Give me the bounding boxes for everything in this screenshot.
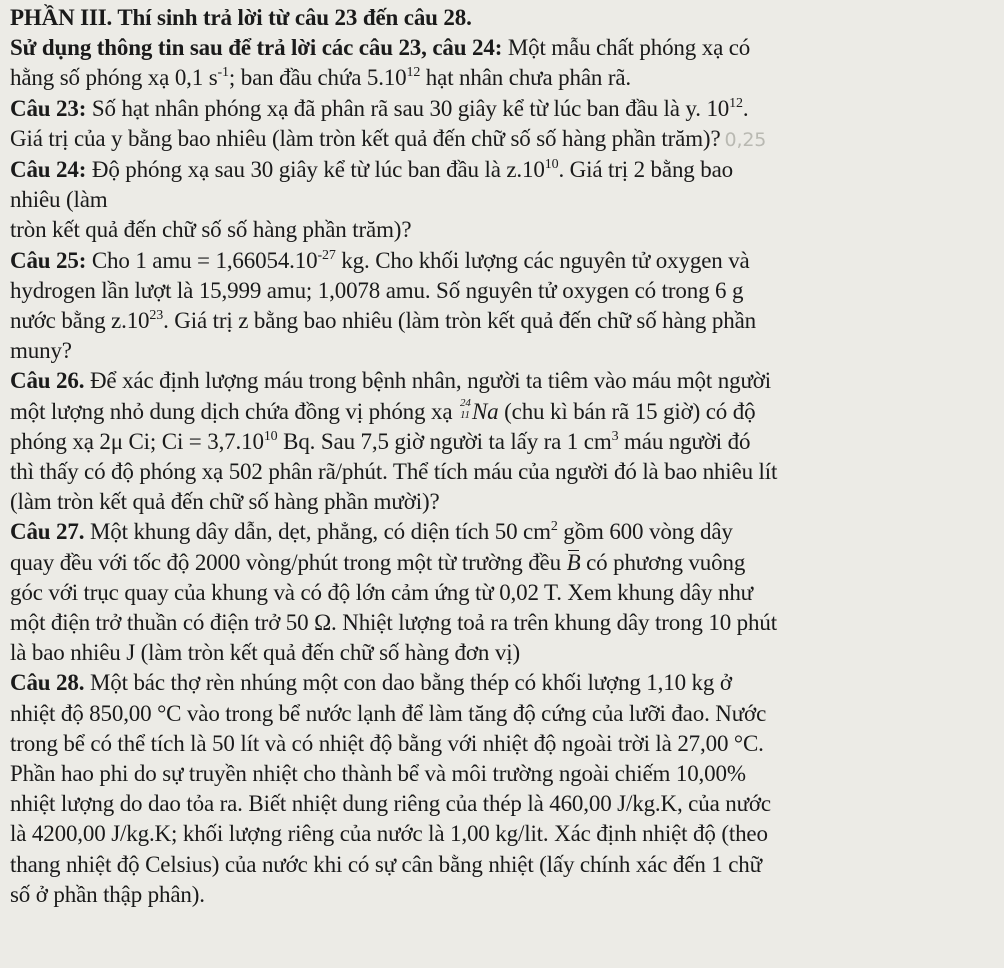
superscript: 2 [550, 519, 558, 535]
text-segment: Một bác thợ rèn nhúng một con dao bằng thép có khối lượng 1,10 kg ở [84, 670, 732, 696]
question-label: Câu 24: [10, 157, 87, 183]
question-line: hydrogen lần lượt là 15,999 amu; 1,0078 amu. Số nguyên tử oxygen có trong 6 g [10, 277, 744, 303]
isotope-symbol: Na [471, 398, 499, 424]
question-25 [10, 246, 996, 367]
text-segment: . [742, 95, 749, 121]
text-segment: Cho 1 amu = 1,66054.10 [86, 247, 318, 273]
text-segment: hằng số phóng xạ 0,1 s [10, 65, 218, 91]
question-line: nhiệt lượng do dao tỏa ra. Biết nhiệt dung riêng của thép là 460,00 J/kg.K, của nước [10, 791, 771, 817]
text-segment: máu người đó [618, 428, 751, 454]
part-title: PHẦN III. Thí sinh trả lời từ câu 23 đến câu 28. [10, 5, 472, 30]
question-line: góc với trục quay của khung và có độ lớn cảm ứng từ 0,02 T. Xem khung dây như [10, 579, 754, 605]
shared-info-block [10, 33, 996, 93]
question-line [10, 246, 996, 276]
isotope-notation [458, 396, 472, 421]
shared-info-line-2 [10, 63, 996, 93]
vector-b-symbol: B [567, 548, 581, 578]
text-segment: có phương vuông [580, 549, 746, 575]
text-segment: ; ban đầu chứa 5.10 [228, 65, 407, 91]
text-segment: Số hạt nhân phóng xạ đã phân rã sau 30 giây kể từ lúc ban đầu là y. 10 [86, 95, 730, 121]
superscript: 3 [611, 428, 619, 444]
question-24 [10, 155, 996, 246]
question-line: thì thấy có độ phóng xạ 502 phân rã/phút. Thể tích máu của người đó là bao nhiêu lít [10, 459, 778, 485]
question-line [10, 517, 996, 547]
text-segment: hạt nhân chưa phân rã. [420, 65, 632, 91]
text-segment: một lượng nhỏ dung dịch chứa đồng vị phóng xạ [10, 398, 458, 424]
shared-info-line-1 [10, 33, 996, 63]
isotope-mass-number: 24 [459, 396, 471, 409]
question-label: Câu 23: [10, 95, 87, 121]
question-line: một điện trở thuần có điện trở 50 Ω. Nhiệt lượng toả ra trên khung dây trong 10 phút [10, 610, 777, 636]
question-line [10, 366, 996, 396]
superscript: 23 [149, 308, 164, 324]
question-line [10, 548, 996, 578]
text-segment: nước bằng z.10 [10, 308, 150, 334]
text-segment: phóng xạ 2μ Ci; Ci = 3,7.10 [10, 428, 264, 454]
question-line [10, 94, 996, 124]
question-label: Câu 25: [10, 247, 87, 273]
handwritten-answer: 0,25 [724, 128, 767, 151]
question-line: là bao nhiêu J (làm tròn kết quả đến chữ số hàng đơn vị) [10, 640, 520, 666]
superscript: 10 [263, 428, 278, 444]
question-28 [10, 668, 996, 910]
superscript: -27 [317, 247, 336, 263]
isotope-atomic-number: 11 [459, 408, 470, 421]
question-line [10, 306, 996, 336]
superscript: 12 [729, 95, 743, 111]
question-26 [10, 366, 996, 517]
text-segment: (chu kì bán rã 15 giờ) có độ [498, 398, 756, 424]
text-segment: Một khung dây dẫn, dẹt, phẳng, có diện tích 50 cm [84, 519, 551, 545]
superscript: -1 [217, 65, 229, 81]
text-segment: quay đều với tốc độ 2000 vòng/phút trong một từ trường đều [10, 549, 567, 575]
text-segment: Độ phóng xạ sau 30 giây kể từ lúc ban đầu là z.10 [86, 157, 545, 183]
text-segment: gồm 600 vòng dây [557, 519, 733, 545]
question-line [10, 155, 996, 185]
question-label: Câu 27. [10, 519, 85, 545]
superscript: 12 [406, 65, 421, 81]
question-line [10, 124, 996, 155]
text-segment: Để xác định lượng máu trong bệnh nhân, người ta tiêm vào máu một người [84, 368, 772, 394]
text-segment: . Giá trị z bằng bao nhiêu (làm tròn kết quả đến chữ số hàng phần [163, 308, 756, 334]
text-segment: kg. Cho khối lượng các nguyên tử oxygen và [335, 247, 750, 273]
question-line: thang nhiệt độ Celsius) của nước khi có sự cân bằng nhiệt (lấy chính xác đến 1 chữ [10, 851, 762, 877]
shared-info-text: Một mẫu chất phóng xạ có [502, 35, 751, 61]
question-label: Câu 28. [10, 670, 85, 696]
question-line: là 4200,00 J/kg.K; khối lượng riêng của nước là 1,00 kg/lit. Xác định nhiệt độ (theo [10, 821, 768, 847]
question-line: Phần hao phi do sự truyền nhiệt cho thành bể và môi trường ngoài chiếm 10,00% [10, 761, 746, 787]
exam-page [10, 3, 996, 910]
question-line: tròn kết quả đến chữ số số hàng phần trăm)? [10, 217, 412, 243]
question-line: trong bể có thể tích là 50 lít và có nhiệt độ bằng với nhiệt độ ngoài trời là 27,00 °C. [10, 730, 764, 756]
question-line: (làm tròn kết quả đến chữ số hàng phần mười)? [10, 489, 440, 515]
question-line: nhiêu (làm [10, 187, 108, 213]
question-line: muny? [10, 338, 72, 364]
question-line: nhiệt độ 850,00 °C vào trong bể nước lạnh để làm tăng độ cứng của lưỡi đao. Nước [10, 700, 767, 726]
superscript: 10 [544, 157, 559, 173]
question-23 [10, 94, 996, 155]
text-segment: Giá trị của y bằng bao nhiêu (làm tròn kết quả đến chữ số số hàng phần trăm)? [10, 125, 721, 151]
text-segment: . Giá trị 2 bằng bao [558, 157, 734, 183]
shared-info-heading: Sử dụng thông tin sau để trả lời các câu 23, câu 24: [10, 35, 503, 61]
question-line: số ở phần thập phân). [10, 881, 205, 907]
text-segment: Bq. Sau 7,5 giờ người ta lấy ra 1 cm [277, 428, 612, 454]
question-27 [10, 517, 996, 668]
question-line [10, 397, 996, 427]
question-line [10, 427, 996, 457]
question-label: Câu 26. [10, 368, 85, 394]
question-line [10, 668, 996, 698]
